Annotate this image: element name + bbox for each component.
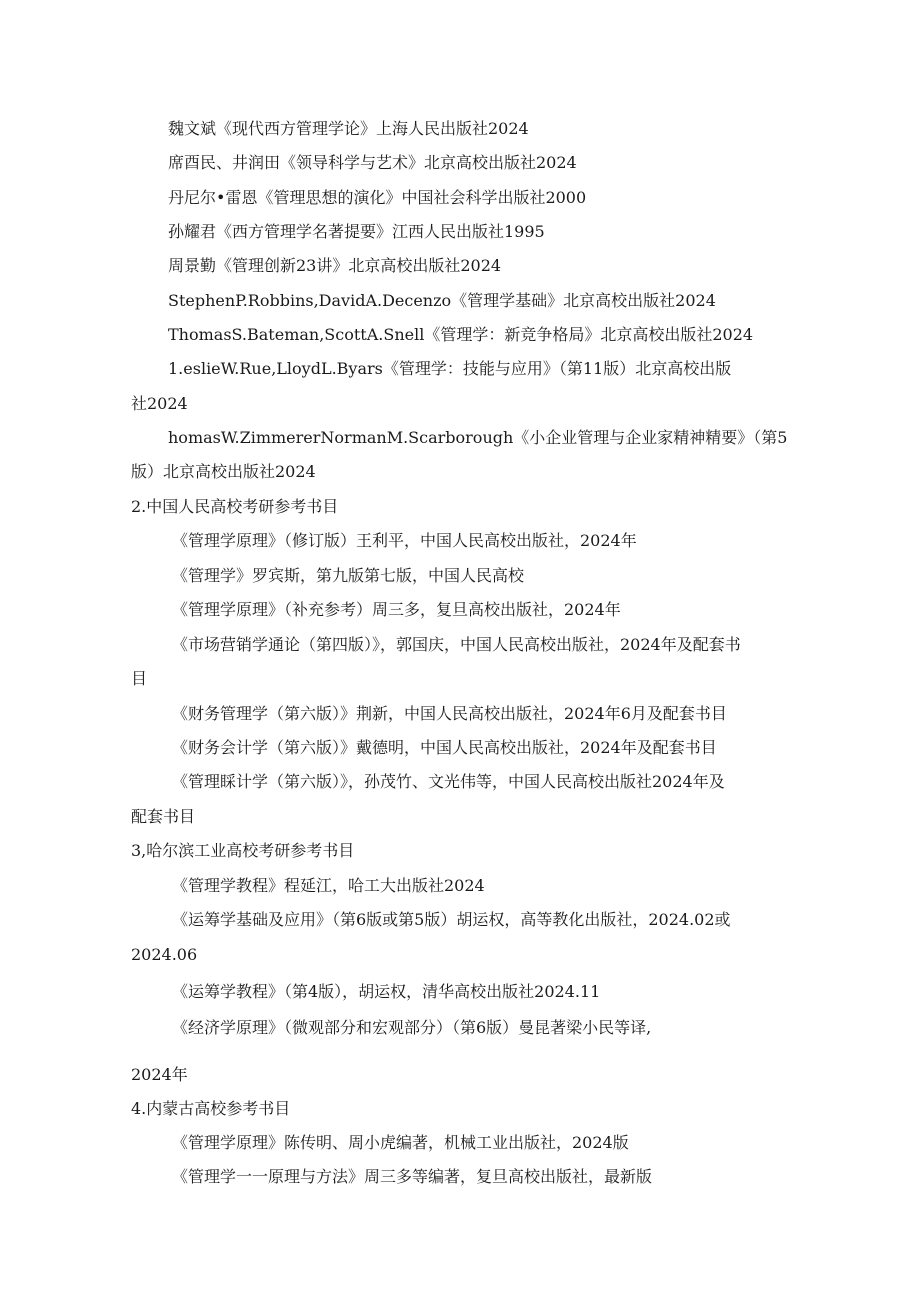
reference-item: 《管理学一一原理与方法》周三多等编著，复旦高校出版社，最新版 bbox=[172, 1167, 653, 1186]
reference-item: 孙耀君《西方管理学名著提要》江西人民出版社1995 bbox=[168, 222, 545, 241]
section-heading: 2.中国人民高校考研参考书目 bbox=[131, 497, 339, 516]
reference-item: 《财务会计学（第六版）》戴德明，中国人民高校出版社，2024年及配套书目 bbox=[172, 738, 717, 757]
reference-item: 《管理学教程》程延江，哈工大出版社2024 bbox=[172, 876, 485, 895]
reference-item: 《管理学原理》（修订版）王利平，中国人民高校出版社，2024年 bbox=[172, 531, 637, 550]
reference-item: ThomasS.Bateman,ScottA.Snell《管理学：新竞争格局》北京高校出版社2024 bbox=[168, 325, 754, 344]
reference-item-continuation: 配套书目 bbox=[131, 807, 196, 826]
reference-item-continuation: 2024年 bbox=[131, 1065, 188, 1084]
reference-item: 《管理学》罗宾斯，第九版第七版，中国人民高校 bbox=[172, 566, 525, 585]
reference-item: 魏文斌《现代西方管理学论》上海人民出版社2024 bbox=[168, 119, 529, 138]
section-heading: 4.内蒙古高校参考书目 bbox=[131, 1099, 291, 1118]
reference-item: StephenP.Robbins,DavidA.Decenzo《管理学基础》北京高校出版社2024 bbox=[168, 291, 716, 310]
reference-item: 《管理学原理》陈传明、周小虎编著，机械工业出版社，2024版 bbox=[172, 1133, 629, 1152]
reference-item: 《管理睬计学（第六版）》，孙茂竹、文光伟等，中国人民高校出版社2024年及 bbox=[172, 772, 725, 791]
reference-item: 《运筹学教程》（第4版），胡运权，清华高校出版社2024.11 bbox=[172, 982, 601, 1001]
section-heading: 3,哈尔滨工业高校考研参考书目 bbox=[131, 841, 355, 860]
reference-item: 丹尼尔•雷恩《管理思想的演化》中国社会科学出版社2000 bbox=[168, 188, 587, 207]
reference-item: 1.eslieW.Rue,LloydL.Byars《管理学：技能与应用》（第11版）北京高校出版 bbox=[168, 359, 732, 378]
reference-item-continuation: 目 bbox=[131, 669, 148, 688]
reference-item-continuation: 版）北京高校出版社2024 bbox=[131, 462, 316, 481]
reference-item: homasW.ZimmererNormanM.Scarborough《小企业管理与企业家精神精要》（第5 bbox=[168, 428, 788, 447]
reference-item: 《经济学原理》（微观部分和宏观部分）（第6版）曼昆著梁小民等译, bbox=[172, 1018, 652, 1037]
reference-item: 《管理学原理》（补充参考）周三多，复旦高校出版社，2024年 bbox=[172, 600, 621, 619]
reference-item: 席酉民、井润田《领导科学与艺术》北京高校出版社2024 bbox=[168, 153, 577, 172]
reference-item-continuation: 2024.06 bbox=[131, 945, 198, 964]
reference-item: 周景勤《管理创新23讲》北京高校出版社2024 bbox=[168, 256, 502, 275]
reference-item: 《运筹学基础及应用》（第6版或第5版）胡运权，高等教化出版社，2024.02或 bbox=[172, 910, 731, 929]
reference-item: 《财务管理学（第六版）》荆新，中国人民高校出版社，2024年6月及配套书目 bbox=[172, 704, 727, 723]
reference-item-continuation: 社2024 bbox=[131, 394, 188, 413]
reference-item: 《市场营销学通论（第四版）》，郭国庆，中国人民高校出版社，2024年及配套书 bbox=[172, 635, 741, 654]
